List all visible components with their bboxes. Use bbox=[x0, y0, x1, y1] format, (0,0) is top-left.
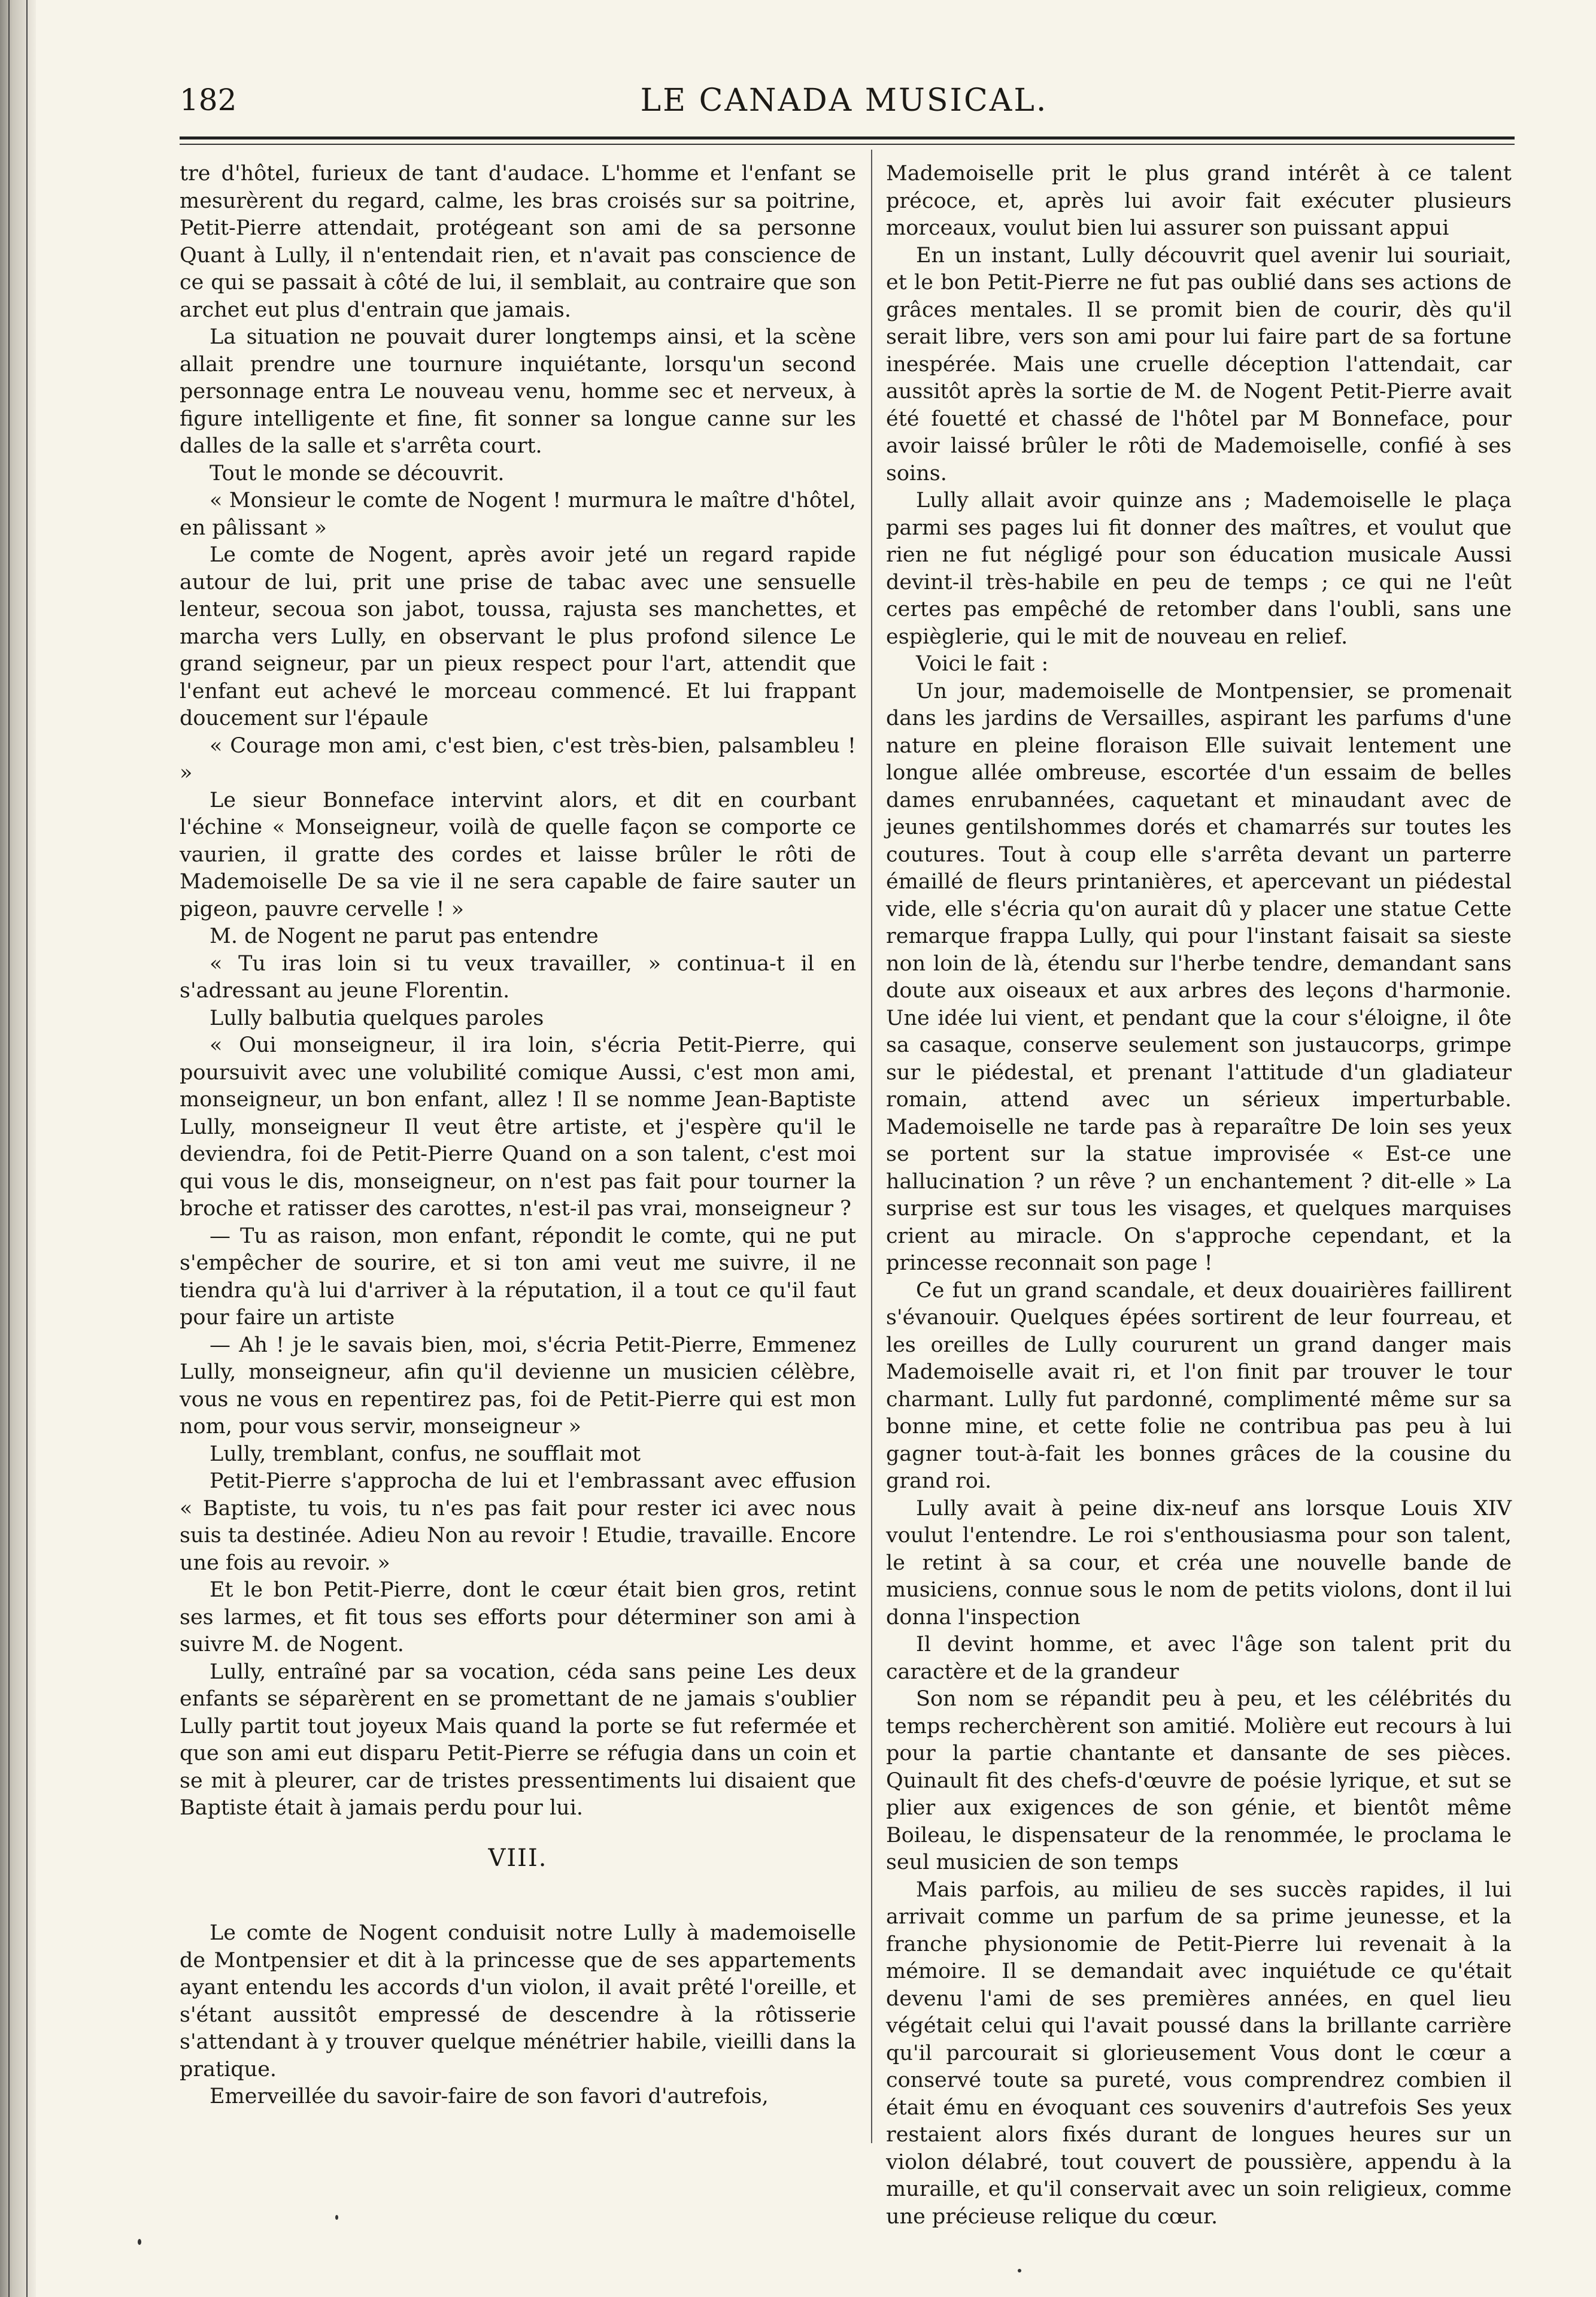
running-title: LE CANADA MUSICAL. bbox=[640, 83, 1048, 119]
header-rule-thin bbox=[180, 144, 1515, 145]
scan-speck bbox=[335, 2215, 338, 2220]
paragraph: Lully avait à peine dix-neuf ans lorsque Louis XIV voulut l'entendre. Le roi s'enthousiasma pour son talent, le retint à sa cour, et créa une nouvelle bande de musiciens, connue sous le nom de petits violons, dont il lui donna l'inspection bbox=[886, 1496, 1512, 1630]
paragraph: Tout le monde se découvrit. bbox=[210, 461, 505, 486]
paragraph: Le comte de Nogent conduisit notre Lully à mademoiselle de Montpensier et dit à la princesse que de ses appartements ayant entendu les accords d'un violon, il avait prêté l'oreille, et s'étant aussitôt empressé de descendre à la rôtisserie s'attendant à y trouver quelque ménétrier habile, vieilli dans la pratique. bbox=[180, 1921, 856, 2081]
binding-line bbox=[8, 0, 10, 2297]
scan-speck bbox=[1018, 2269, 1021, 2272]
paragraph: Lully allait avoir quinze ans ; Mademoiselle le plaça parmi ses pages lui fit donner des maîtres, et voulut que rien ne fut négligé pour son éducation musicale Aussi devint-il très-habile en peu de temps ; ce qui ne l'eût certes pas empêché de retomber dans l'oubli, sans une espièglerie, qui le mit de nouveau en relief. bbox=[886, 488, 1512, 649]
paragraph: Petit-Pierre s'approcha de lui et l'embrassant avec effusion « Baptiste, tu vois, tu n'es pas fait pour rester ici avec nous suis ta destinée. Adieu Non au revoir ! Etudie, travaille. Encore une fois au revoir. » bbox=[180, 1469, 856, 1575]
paragraph: Mais parfois, au milieu de ses succès rapides, il lui arrivait comme un parfum de sa prime jeunesse, et la franche physionomie de Petit-Pierre lui revenait à la mémoire. Il se demandait avec inquiétude ce qu'était devenu l'ami de ses premières années, en quel lieu végétait celui qui l'avait poussé dans la brillante carrière qu'il parcourait si glorieusement Vous dont le cœur a conservé toute sa pureté, vous comprendrez combien il était ému en évoquant ces souvenirs d'autrefois Ses yeux restaient alors fixés durant de longues heures sur un violon délabré, tout couvert de poussière, appendu à la muraille, et qu'il conservait avec un soin religieux, comme une précieuse relique du cœur. bbox=[886, 1877, 1512, 2229]
paragraph: Son nom se répandit peu à peu, et les célébrités du temps recherchèrent son amitié. Molière eut recours à lui pour la partie chantante et dansante de ses pièces. Quinault fit des chefs-d'œuvre de poésie lyrique, et sut se plier aux exigences de son génie, et bientôt même Boileau, le dispensateur de la renommée, le proclama le seul musicien de son temps bbox=[886, 1687, 1512, 1874]
paragraph: Lully balbutia quelques paroles bbox=[210, 1006, 544, 1030]
left-column bbox=[180, 160, 856, 2111]
paragraph: Le sieur Bonneface intervint alors, et dit en courbant l'échine « Monseigneur, voilà de quelle façon se comporte ce vaurien, il gratte des cordes et laisse brûler le rôti de Mademoiselle De sa vie il ne sera capable de faire sauter un pigeon, pauvre cervelle ! » bbox=[180, 788, 856, 921]
paragraph: Le comte de Nogent, après avoir jeté un regard rapide autour de lui, prit une prise de tabac avec une sensuelle lenteur, secoua son jabot, toussa, rajusta ses manchettes, et marcha vers Lully, en observant le plus profond silence Le grand seigneur, par un pieux respect pour l'art, attendit que l'enfant eut achevé le morceau commencé. Et lui frappant doucement sur l'épaule bbox=[180, 543, 856, 730]
paragraph: En un instant, Lully découvrit quel avenir lui souriait, et le bon Petit-Pierre ne fut pas oublié dans ses actions de grâces mentales. Il se promit bien de courir, dès qu'il serait libre, vers son ami pour lui faire part de sa fortune inespérée. Mais une cruelle déception l'attendait, car aussitôt après la sortie de M. de Nogent Petit-Pierre avait été fouetté et chassé de l'hôtel par M Bonneface, pour avoir laissé brûler le rôti de Mademoiselle, confié à ses soins. bbox=[886, 243, 1512, 486]
paragraph: tre d'hôtel, furieux de tant d'audace. L'homme et l'enfant se mesurèrent du regard, calme, les bras croisés sur sa poitrine, Petit-Pierre attendait, protégeant son ami de sa personne Quant à Lully, il n'entendait rien, et n'avait pas conscience de ce qui se passait à côté de lui, il semblait, au contraire que son archet eut plus d'entrain que jamais. bbox=[180, 162, 856, 322]
page-header bbox=[180, 78, 1509, 126]
paragraph: Lully, tremblant, confus, ne soufflait mot bbox=[210, 1442, 641, 1466]
section-heading: VIII. bbox=[488, 1844, 548, 1872]
paragraph: M. de Nogent ne parut pas entendre bbox=[210, 924, 599, 948]
paragraph: — Ah ! je le savais bien, moi, s'écria Petit-Pierre, Emmenez Lully, monseigneur, afin qu'il devienne un musicien célèbre, vous ne vous en repentirez pas, foi de Petit-Pierre qui est mon nom, pour vous servir, monseigneur » bbox=[180, 1333, 856, 1439]
paragraph: « Oui monseigneur, il ira loin, s'écria Petit-Pierre, qui poursuivit avec une volubilité comique Aussi, c'est mon ami, monseigneur, un bon enfant, allez ! Il se nomme Jean-Baptiste Lully, monseigneur Il veut être artiste, et j'espère qu'il le deviendra, foi de Petit-Pierre Quand on a son talent, c'est moi qui vous le dis, monseigneur, on n'est pas fait pour tourner la broche et ratisser des carottes, n'est-il pas vrai, monseigneur ? bbox=[180, 1033, 856, 1221]
paragraph: — Tu as raison, mon enfant, répondit le comte, qui ne put s'empêcher de sourire, et si ton ami veut me suivre, il ne tiendra qu'à lui d'arriver à la réputation, il a tout ce qu'il faut pour faire un artiste bbox=[180, 1224, 856, 1330]
paragraph: Emerveillée du savoir-faire de son favori d'autrefois, bbox=[210, 2084, 769, 2108]
scan-binding-edge bbox=[0, 0, 36, 2297]
paragraph: « Tu iras loin si tu veux travailler, » continua-t il en s'adressant au jeune Florentin. bbox=[180, 951, 856, 1003]
paragraph: Et le bon Petit-Pierre, dont le cœur était bien gros, retint ses larmes, et fit tous ses efforts pour déterminer son ami à suivre M. de Nogent. bbox=[180, 1578, 856, 1656]
paragraph: « Monsieur le comte de Nogent ! murmura le maître d'hôtel, en pâlissant » bbox=[180, 488, 856, 540]
paragraph: La situation ne pouvait durer longtemps ainsi, et la scène allait prendre une tournure inquiétante, lorsqu'un second personnage entra Le nouveau venu, homme sec et nerveux, à figure intelligente et fine, fit sonner sa longue canne sur les dalles de la salle et s'arrêta court. bbox=[180, 325, 856, 458]
scan-speck bbox=[138, 2239, 141, 2245]
page-number: 182 bbox=[180, 83, 237, 117]
column-divider bbox=[871, 150, 872, 2143]
binding-line bbox=[26, 0, 28, 2297]
paragraph: Il devint homme, et avec l'âge son talent prit du caractère et de la grandeur bbox=[886, 1633, 1512, 1684]
paragraph: Un jour, mademoiselle de Montpensier, se promenait dans les jardins de Versailles, aspirant les parfums d'une nature en pleine floraison Elle suivait lentement une longue allée ombreuse, escortée d'un essaim de belles dames enrubannées, caquetant et minaudant avec de jeunes gentilshommes dorés et chamarrés sur toutes les coutures. Tout à coup elle s'arrêta devant un parterre émaillé de fleurs printanières, et apercevant un piédestal vide, elle s'écria qu'on aurait dû y placer une statue Cette remarque frappa Lully, qui pour l'instant faisait sa sieste non loin de là, étendu sur l'herbe tendre, demandant sans doute aux oiseaux et aux arbres des leçons d'harmonie. Une idée lui vient, et pendant que la cour s'éloigne, il ôte sa casaque, conserve seulement son justaucorps, grimpe sur le piédestal, et prenant l'attitude d'un gladiateur romain, attend avec un sérieux imperturbable. Mademoiselle ne tarde pas à reparaître De loin ses yeux se portent sur la statue improvisée « Est-ce une hallucination ? un rêve ? un enchantement ? dit-elle » La surprise est sur tous les visages, et quelques marquises crient au miracle. On s'approche cependant, et la princesse reconnait son page ! bbox=[886, 679, 1512, 1275]
right-column bbox=[886, 160, 1512, 2231]
header-rule bbox=[180, 136, 1515, 139]
paragraph: Mademoiselle prit le plus grand intérêt à ce talent précoce, et, après lui avoir fait exécuter plusieurs morceaux, voulut bien lui assurer son puissant appui bbox=[886, 162, 1512, 240]
paragraph: Voici le fait : bbox=[916, 652, 1049, 676]
paragraph: Lully, entraîné par sa vocation, céda sans peine Les deux enfants se séparèrent en se promettant de ne jamais s'oublier Lully partit tout joyeux Mais quand la porte se fut refermée et que son ami eut disparu Petit-Pierre se réfugia dans un coin et se mit à pleurer, car de tristes pressentiments lui disaient que Baptiste était à jamais perdu pour lui. bbox=[180, 1659, 856, 1820]
paragraph: « Courage mon ami, c'est bien, c'est très-bien, palsambleu ! » bbox=[180, 733, 856, 785]
paragraph: Ce fut un grand scandale, et deux douairières faillirent s'évanouir. Quelques épées sortirent de leur fourreau, et les oreilles de Lully coururent un grand danger mais Mademoiselle avait ri, et l'on finit par trouver le tour charmant. Lully fut pardonné, complimenté même sur sa bonne mine, et cette folie ne contribua pas peu à lui gagner tout-à-fait les bonnes grâces de la cousine du grand roi. bbox=[886, 1278, 1512, 1493]
